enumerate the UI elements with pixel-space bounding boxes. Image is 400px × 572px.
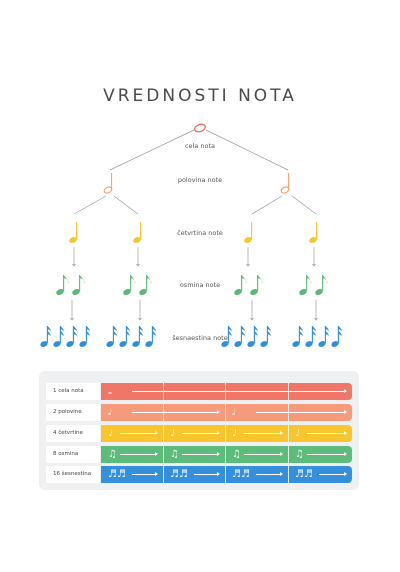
column-divider	[288, 383, 289, 400]
table-cell	[225, 446, 288, 463]
column-divider	[288, 404, 289, 421]
sixteenth-note-flag	[139, 326, 144, 339]
note-icon: ♫	[295, 449, 304, 460]
level-label: polovina note	[177, 176, 223, 184]
table-cell	[288, 466, 352, 483]
note-icon: ♬♬	[295, 469, 313, 480]
table-row-label: 1 cela nota	[46, 383, 100, 400]
table-row	[46, 425, 352, 442]
tree-connector	[252, 196, 282, 214]
level-label: cela nota	[184, 142, 216, 150]
table-row-bar	[101, 446, 352, 463]
sixteenth-note-flag	[86, 326, 91, 339]
level-label: šesnaestina note	[172, 334, 228, 342]
sixteenth-note-flag	[47, 326, 52, 339]
eighth-note-flag	[147, 275, 152, 284]
table-row	[46, 446, 352, 463]
table-row-bar	[101, 425, 352, 442]
column-divider	[288, 466, 289, 483]
eighth-note-flag	[80, 275, 85, 284]
sixteenth-note-flag	[113, 326, 118, 339]
column-divider	[163, 466, 164, 483]
table-row-label: 16 šesnestina	[46, 466, 100, 483]
column-divider	[163, 425, 164, 442]
level-label: četvrtina note	[177, 229, 223, 237]
column-divider	[225, 425, 226, 442]
table-cell	[288, 425, 352, 442]
sixteenth-note-flag	[267, 326, 272, 339]
note-icon: ♩	[295, 428, 300, 439]
table-cell	[163, 446, 225, 463]
note-icon: 𝅗𝅥	[108, 407, 112, 418]
duration-arrow-icon	[244, 454, 282, 455]
table-row-bar	[101, 404, 352, 421]
duration-arrow-icon	[132, 474, 157, 475]
note-icon: 𝅗𝅥	[232, 407, 236, 418]
duration-arrow-icon	[120, 454, 157, 455]
column-divider	[225, 466, 226, 483]
table-cell	[101, 446, 163, 463]
note-icon: ♫	[170, 449, 179, 460]
note-icon: ♩	[232, 428, 237, 439]
table-cell	[163, 425, 225, 442]
duration-arrow-icon	[307, 454, 346, 455]
note-icon: ♬♬	[108, 469, 126, 480]
table-row-label: 4 četvrtine	[46, 425, 100, 442]
table-cell	[101, 466, 163, 483]
tree-connector	[74, 196, 106, 214]
duration-arrow-icon	[132, 391, 346, 392]
duration-arrow-icon	[182, 433, 219, 434]
sixteenth-note-flag	[299, 326, 304, 339]
duration-arrow-icon	[182, 454, 219, 455]
duration-arrow-icon	[256, 474, 282, 475]
duration-arrow-icon	[132, 412, 219, 413]
eighth-note-flag	[242, 275, 247, 284]
duration-arrow-icon	[319, 474, 346, 475]
note-icon: ♫	[232, 449, 241, 460]
eighth-note-flag	[64, 275, 69, 284]
table-row-bar	[101, 383, 352, 400]
column-divider	[225, 383, 226, 400]
page-title: VREDNOSTI NOTA	[103, 86, 297, 106]
note-icon: ♩	[108, 428, 113, 439]
sixteenth-note-flag	[126, 326, 131, 339]
eighth-note-flag	[307, 275, 312, 284]
column-divider	[225, 404, 226, 421]
sixteenth-note-flag	[73, 326, 78, 339]
column-divider	[288, 446, 289, 463]
whole-note-icon	[194, 123, 207, 133]
note-icon: ♬♬	[232, 469, 250, 480]
column-divider	[163, 446, 164, 463]
table-cell	[288, 446, 352, 463]
table-row-label: 8 osmina	[46, 446, 100, 463]
sixteenth-note-flag	[60, 326, 65, 339]
table-row	[46, 466, 352, 483]
tree-connector	[292, 196, 316, 214]
column-divider	[288, 425, 289, 442]
sixteenth-note-flag	[312, 326, 317, 339]
table-cell	[225, 466, 288, 483]
note-icon: ♩	[170, 428, 175, 439]
tree-connector	[114, 196, 138, 214]
eighth-note-flag	[258, 275, 263, 284]
note-icon: ♬♬	[170, 469, 188, 480]
column-divider	[163, 383, 164, 400]
sixteenth-note-flag	[254, 326, 259, 339]
table-row	[46, 383, 352, 400]
column-divider	[163, 404, 164, 421]
duration-arrow-icon	[120, 433, 157, 434]
table-cell	[101, 425, 163, 442]
table-row-label: 2 polovine	[46, 404, 100, 421]
sixteenth-note-flag	[338, 326, 343, 339]
sixteenth-note-flag	[241, 326, 246, 339]
sixteenth-note-flag	[152, 326, 157, 339]
table-cell	[163, 466, 225, 483]
table-cell	[225, 425, 288, 442]
duration-arrow-icon	[256, 412, 346, 413]
column-divider	[225, 446, 226, 463]
level-label: osmina note	[179, 281, 221, 289]
eighth-note-flag	[131, 275, 136, 284]
duration-arrow-icon	[244, 433, 282, 434]
sixteenth-note-flag	[325, 326, 330, 339]
table-row-bar	[101, 466, 352, 483]
duration-arrow-icon	[307, 433, 346, 434]
eighth-note-flag	[323, 275, 328, 284]
duration-arrow-icon	[194, 474, 219, 475]
table-cell	[101, 383, 352, 400]
table-row	[46, 404, 352, 421]
note-icon: ♫	[108, 449, 117, 460]
note-icon: 𝅝	[108, 386, 112, 397]
